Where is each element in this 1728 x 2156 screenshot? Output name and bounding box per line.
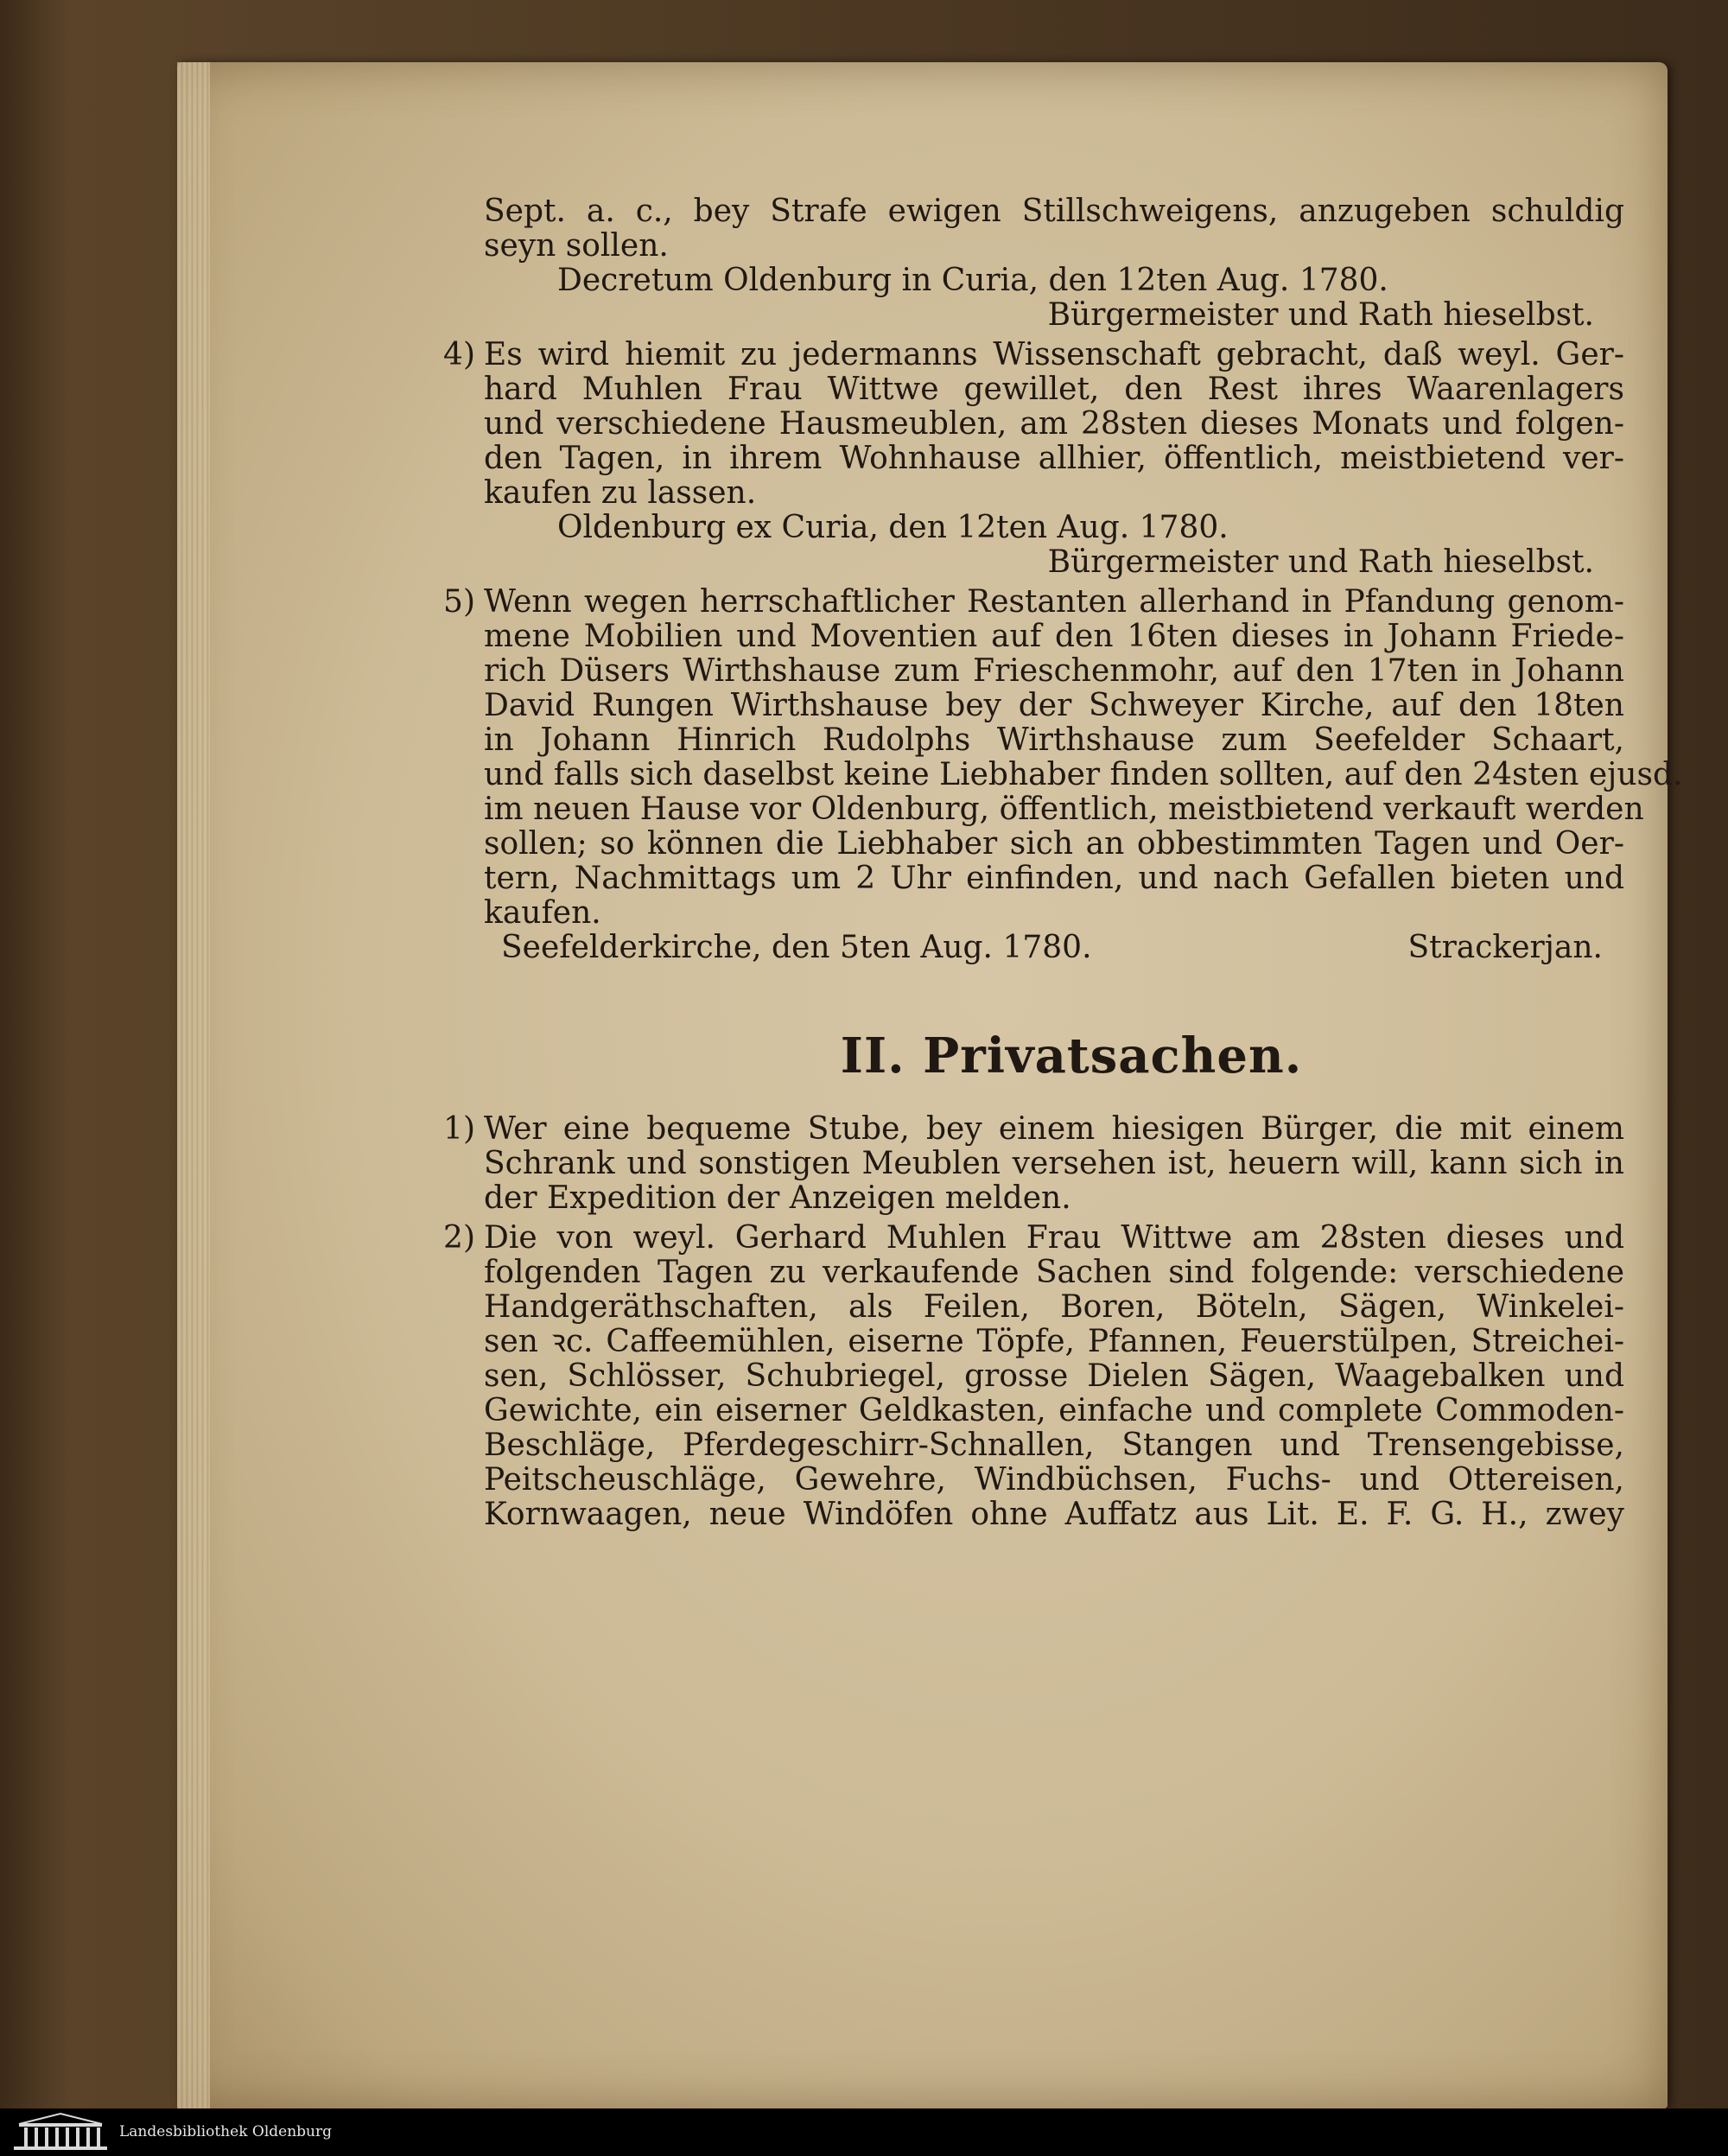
text-line: Schrank und sonstigen Meublen versehen ist, heuern will, kann sich in [484, 1146, 1624, 1181]
text-line: Handgeräthschaften, als Feilen, Boren, Böteln, Sägen, Winkelei- [484, 1289, 1624, 1325]
text-line: im neuen Hause vor Oldenburg, öffentlich, meistbietend verkauft werden [484, 792, 1644, 827]
signature: Strackerjan. [1407, 930, 1603, 965]
text-line: sen, Schlösser, Schubriegel, grosse Dielen Sägen, Waagebalken und [484, 1358, 1624, 1394]
text-line: folgenden Tagen zu verkaufende Sachen sind folgende: verschiedene [484, 1255, 1624, 1290]
section-heading: II. Privatsachen. [840, 1027, 1303, 1084]
dateline-row [484, 931, 1624, 965]
page-text [443, 194, 1683, 1767]
item-number: 2) [443, 1220, 475, 1256]
text-line: mene Mobilien und Moventien auf den 16ten dieses in Johann Friede- [484, 619, 1624, 654]
text-line: Wer eine bequeme Stube, bey einem hiesigen Bürger, die mit einem [484, 1111, 1624, 1147]
text-line: Beschläge, Pferdegeschirr-Schnallen, Stangen und Trensengebisse, [484, 1428, 1624, 1463]
text-line: Gewichte, ein eiserner Geldkasten, einfache und complete Commoden- [484, 1393, 1624, 1428]
item-number: 5) [443, 584, 475, 620]
text-line: und verschiedene Hausmeublen, am 28sten dieses Monats und folgen- [484, 406, 1624, 442]
library-name: Landesbibliothek Oldenburg [119, 2123, 333, 2140]
private-item-2 [443, 1220, 1624, 1532]
item-number: 4) [443, 337, 475, 372]
text-line: hard Muhlen Frau Wittwe gewillet, den Rest ihres Waarenlagers [484, 372, 1624, 407]
page-stack-edge [177, 62, 210, 2108]
text-line: tern, Nachmittags um 2 Uhr einfinden, und nach Gefallen bieten und [484, 861, 1624, 896]
text-line: sen ꝛc. Caffeemühlen, eiserne Töpfe, Pfannen, Feuerstülpen, Streichei- [484, 1324, 1624, 1359]
dateline: Seefelderkirche, den 5ten Aug. 1780. [501, 930, 1092, 965]
text-line: Es wird hiemit zu jedermanns Wissenschaft gebracht, daß weyl. Ger- [484, 337, 1624, 372]
text-line: Kornwaagen, neue Windöfen ohne Auffatz aus Lit. E. F. G. H., zwey [484, 1497, 1624, 1532]
dateline: Oldenburg ex Curia, den 12ten Aug. 1780. [557, 510, 1229, 545]
text-line: der Expedition der Anzeigen melden. [484, 1180, 1071, 1216]
text-line: rich Düsers Wirthshause zum Frieschenmohr, auf den 17ten in Johann [484, 653, 1624, 689]
text-line: kaufen zu lassen. [484, 475, 757, 511]
library-building-icon [12, 2112, 109, 2152]
text-line: Wenn wegen herrschaftlicher Restanten allerhand in Pfandung genom- [484, 584, 1624, 620]
item-number: 1) [443, 1111, 475, 1147]
private-item-1 [443, 1111, 1624, 1216]
text-line: David Rungen Wirthshause bey der Schweyer Kirche, auf den 18ten [484, 688, 1624, 723]
text-line: kaufen. [484, 895, 601, 931]
text-line: Sept. a. c., bey Strafe ewigen Stillschweigens, anzugeben schuldig [484, 194, 1624, 229]
signature: Bürgermeister und Rath hieselbst. [1047, 297, 1594, 333]
notice-item-5 [443, 584, 1683, 965]
signature: Bürgermeister und Rath hieselbst. [1047, 544, 1594, 580]
text-line: und falls sich daselbst keine Liebhaber finden sollten, auf den 24sten ejusd. [484, 757, 1683, 792]
notice-item-4 [443, 337, 1624, 580]
text-line: seyn sollen. [484, 228, 669, 264]
text-line: Die von weyl. Gerhard Muhlen Frau Wittwe am 28sten dieses und [484, 1220, 1624, 1256]
text-line: sollen; so können die Liebhaber sich an obbestimmten Tagen und Oer- [484, 826, 1624, 862]
text-line: in Johann Hinrich Rudolphs Wirthshause zum Seefelder Schaart, [484, 722, 1624, 758]
dateline: Decretum Oldenburg in Curia, den 12ten Aug. 1780. [557, 263, 1388, 298]
text-line: den Tagen, in ihrem Wohnhause allhier, öffentlich, meistbietend ver- [484, 441, 1624, 476]
text-line: Peitscheuschläge, Gewehre, Windbüchsen, Fuchs- und Ottereisen, [484, 1462, 1624, 1498]
section-continuation [484, 194, 1624, 333]
